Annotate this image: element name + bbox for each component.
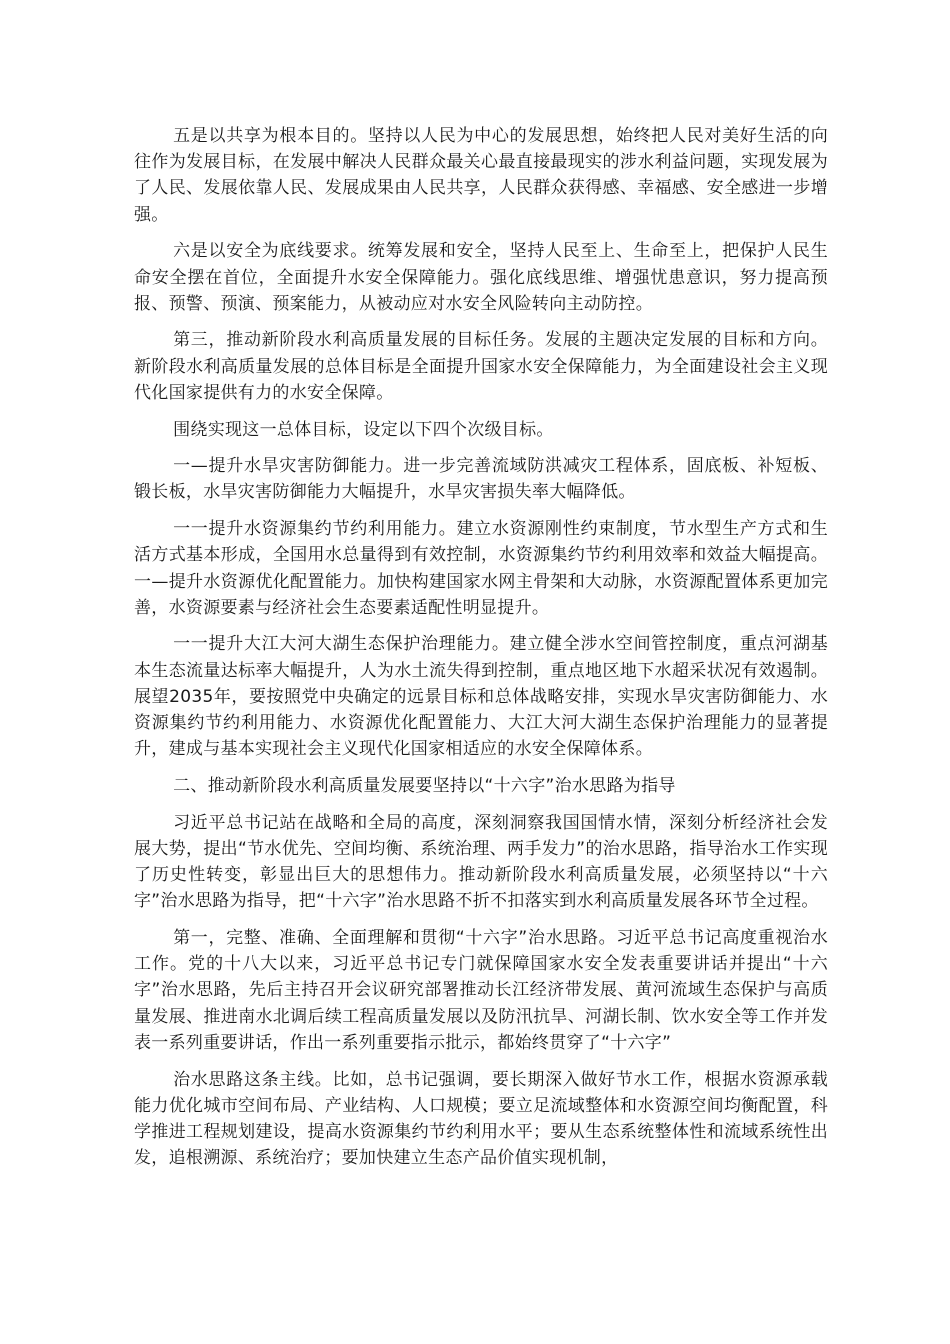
paragraph-main-thread: 治水思路这条主线。比如，总书记强调，要长期深入做好节水工作，根据水资源承载能力优化城市空间布局、产业结构、人口规模；要立足流域整体和水资源空间均衡配置，科学推进工程规划建设，提高水资源集约节约利用水平；要从生态系统整体性和流域系统性出发，追根溯源、系统治疗；要加快建立生态产品价值实现机制， xyxy=(134,1069,828,1169)
section-heading-two: 二、推动新阶段水利高质量发展要坚持以“十六字”治水思路为指导 xyxy=(173,775,676,796)
paragraph-sharing-goal: 五是以共享为根本目的。坚持以人民为中心的发展思想，始终把人民对美好生活的向往作为发展目标，在发展中解决人民群众最关心最直接最现实的涉水利益问题，实现发展为了人民、发展依靠人民、发展成果由人民共享，人民群众获得感、幸福感、安全感进一步增强。 xyxy=(134,126,828,225)
paragraph-first-understanding: 第一，完整、准确、全面理解和贯彻“十六字”治水思路。习近平总书记高度重视治水工作。党的十八大以来，习近平总书记专门就保障国家水安全发表重要讲话并提出“十六字”治水思路，先后主持召开会议研究部署推动长江经济带发展、黄河流域生态保护与高质量发展、推进南水北调后续工程高质量发展以及防汛抗旱、河湖长制、饮水安全等工作并发表一系列重要讲话，作出一系列重要指示批示，都始终贯穿了“十六字” xyxy=(134,927,828,1053)
paragraph-third-goal-tasks: 第三，推动新阶段水利高质量发展的目标任务。发展的主题决定发展的目标和方向。新阶段水利高质量发展的总体目标是全面提升国家水安全保障能力，为全面建设社会主义现代化国家提供有力的水安全保障。 xyxy=(134,330,828,403)
paragraph-four-sub-goals: 围绕实现这一总体目标，设定以下四个次级目标。 xyxy=(173,419,554,440)
paragraph-disaster-defense: 一—提升水旱灾害防御能力。进一步完善流域防洪减灾工程体系，固底板、补短板、锻长板，水旱灾害防御能力大幅提升，水旱灾害损失率大幅降低。 xyxy=(134,456,828,503)
paragraph-water-efficiency: 一一提升水资源集约节约利用能力。建立水资源刚性约束制度，节水型生产方式和生活方式基本形成，全国用水总量得到有效控制，水资源集约节约利用效率和效益大幅提高。一—提升水资源优化配置能力。加快构建国家水网主骨架和大动脉，水资源配置体系更加完善，水资源要素与经济社会生态要素适配性明显提升。 xyxy=(134,519,828,618)
paragraph-sixteen-characters: 习近平总书记站在战略和全局的高度，深刻洞察我国国情水情，深刻分析经济社会发展大势，提出“节水优先、空间均衡、系统治理、两手发力”的治水思路，指导治水工作实现了历史性转变，彰显出巨大的思想伟力。推动新阶段水利高质量发展，必须坚持以“十六字”治水思路为指导，把“十六字”治水思路不折不扣落实到水利高质量发展各环节全过程。 xyxy=(134,812,828,912)
paragraph-safety-baseline: 六是以安全为底线要求。统筹发展和安全，坚持人民至上、生命至上，把保护人民生命安全摆在首位，全面提升水安全保障能力。强化底线思维、增强忧患意识，努力提高预报、预警、预演、预案能力，从被动应对水安全风险转向主动防控。 xyxy=(134,241,828,314)
document-body xyxy=(134,123,828,1182)
paragraph-ecological-protection: 一一提升大江大河大湖生态保护治理能力。建立健全涉水空间管控制度，重点河湖基本生态流量达标率大幅提升，人为水土流失得到控制，重点地区地下水超采状况有效遏制。展望2035年，要按照党中央确定的远景目标和总体战略安排，实现水旱灾害防御能力、水资源集约节约利用能力、水资源优化配置能力、大江大河大湖生态保护治理能力的显著提升，建成与基本实现社会主义现代化国家相适应的水安全保障体系。 xyxy=(134,634,828,760)
